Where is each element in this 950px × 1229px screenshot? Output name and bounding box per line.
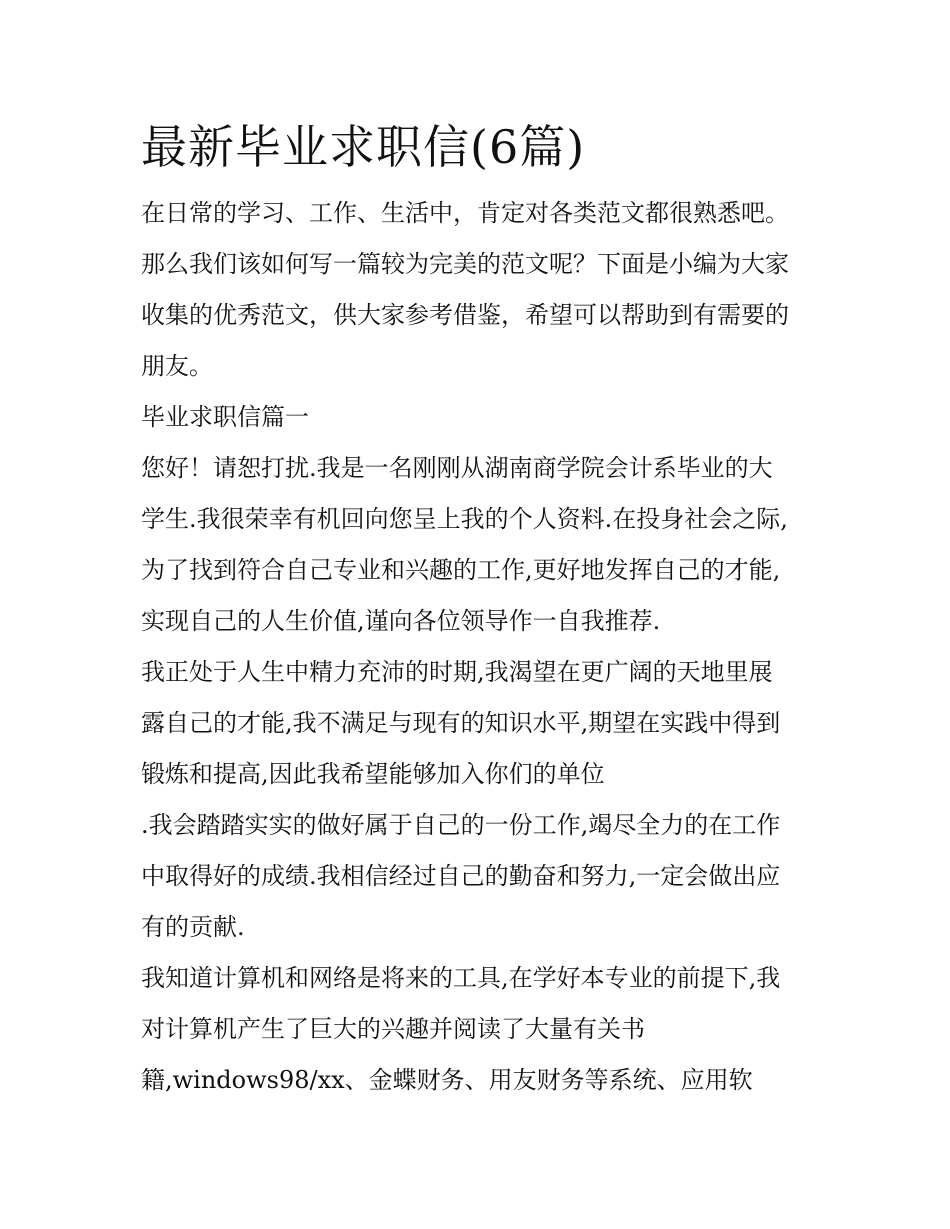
body-line: 朋友。 [141,352,213,380]
document-title: 最新毕业求职信(6篇) [141,120,586,174]
body-line: 中取得好的成绩.我相信经过自己的勤奋和努力,一定会做出应 [141,862,781,890]
body-line: 实现自己的人生价值,谨向各位领导作一自我推荐. [141,607,661,635]
body-line: 在日常的学习、工作、生活中，肯定对各类范文都很熟悉吧。 [141,199,789,227]
body-line: 您好！请恕打扰.我是一名刚刚从湖南商学院会计系毕业的大 [141,454,773,482]
body-line: 为了找到符合自己专业和兴趣的工作,更好地发挥自己的才能, [141,556,781,584]
body-line: 学生.我很荣幸有机回向您呈上我的个人资料.在投身社会之际, [141,505,788,533]
body-line: 那么我们该如何写一篇较为完美的范文呢？下面是小编为大家 [141,250,789,278]
body-line: 锻炼和提高,因此我希望能够加入你们的单位 [141,760,605,788]
body-line: 我正处于人生中精力充沛的时期,我渴望在更广阔的天地里展 [141,658,773,686]
body-line: 对计算机产生了巨大的兴趣并阅读了大量有关书 [141,1015,645,1043]
body-line: .我会踏踏实实的做好属于自己的一份工作,竭尽全力的在工作 [141,811,781,839]
body-line: 我知道计算机和网络是将来的工具,在学好本专业的前提下,我 [141,964,781,992]
body-line: 露自己的才能,我不满足与现有的知识水平,期望在实践中得到 [141,709,781,737]
body-line: 籍,windows98/xx、金蝶财务、用友财务等系统、应用软 [141,1066,753,1094]
body-line: 有的贡献. [141,913,245,941]
body-line: 收集的优秀范文，供大家参考借鉴，希望可以帮助到有需要的 [141,301,789,329]
document-page [141,112,821,1106]
section-heading: 毕业求职信篇一 [141,403,309,431]
